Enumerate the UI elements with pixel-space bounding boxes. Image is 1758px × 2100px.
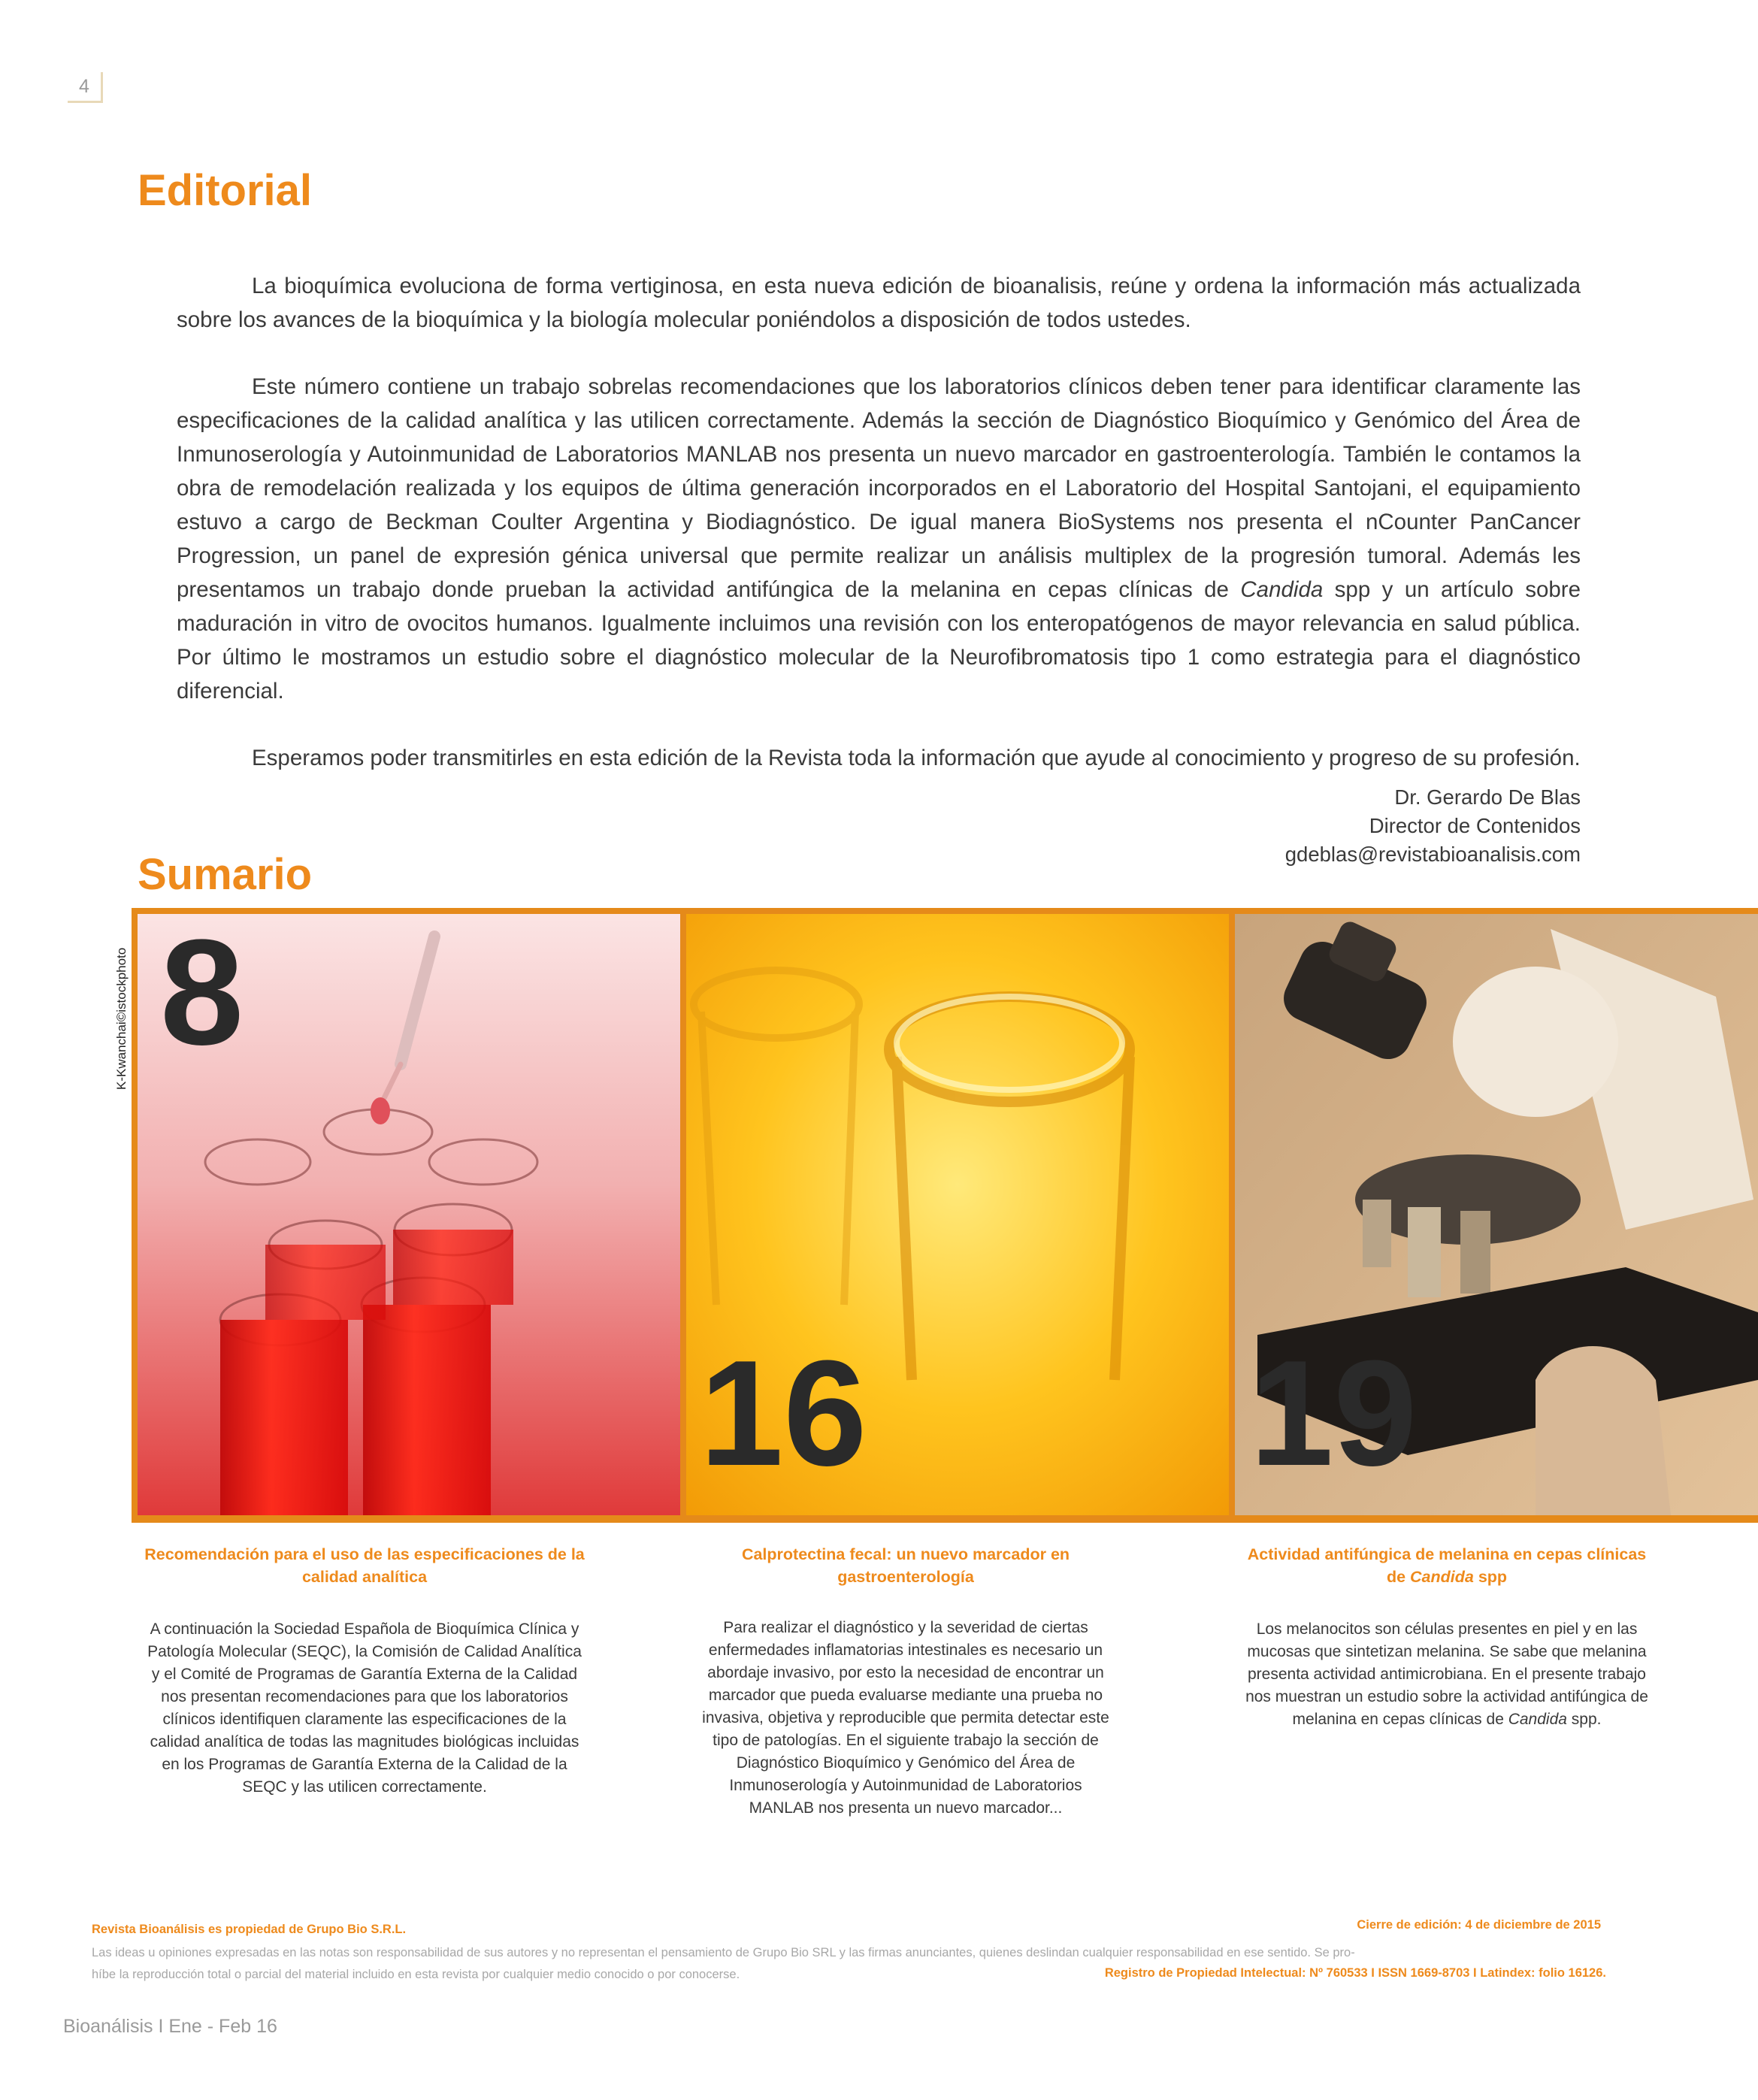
magazine-footer: Bioanálisis I Ene - Feb 16: [63, 2016, 277, 2037]
editorial-paragraph-3: Esperamos poder transmitirles en esta edición de la Revista toda la información que ayude al conocimiento y progreso de su profesión.: [252, 746, 1581, 770]
photo-microscope-sepia: [1235, 914, 1758, 1515]
article-2-title[interactable]: Calprotectina fecal: un nuevo marcador en gastroenterología: [741, 1545, 1070, 1586]
footer-registry: Registro de Propiedad Intelectual: Nº 760533 I ISSN 1669-8703 I Latindex: folio 16126.: [1104, 1966, 1606, 1980]
photo-credit: K-Kwanchai©istockphoto: [114, 947, 129, 1090]
page-number: 4: [68, 72, 103, 103]
footer-disclaimer-line-1: Las ideas u opiniones expresadas en las notas son responsabilidad de sus autores y no representan el pensamiento de Grupo Bio SRL y las firmas anunciantes, quienes deslindan cualquier responsabilidad en ese sentido. Se pro-: [92, 1946, 1355, 1959]
article-2-summary: Para realizar el diagnóstico y la severidad de ciertas enfermedades inflamatorias intestinales es necesario un abordaje invasivo, por esto la necesidad de encontrar un marcador que pueda evaluarse mediante una prueba no invasiva, objetiva y reproducible que permita detectar este tipo de patologías. En el siguiente trabajo la sección de Diagnóstico Bioquímico y Genómico del Área de Inmunoserología y Autoinmunidad de Laboratorios MANLAB nos presenta un nuevo marcador...: [702, 1619, 1109, 1817]
editorial-paragraph-2: Este número contiene un trabajo sobrelas recomendaciones que los laboratorios clínicos deben tener para identificar claramente las especificaciones de la calidad analítica y las utilicen correctamente. Además la sección de Diagnóstico Bioquímico y Genómico del Área de Inmunoserología y Autoinmunidad de Laboratorios MANLAB nos presenta un nuevo marcador en gastroenterología. También le contamos la obra de remodelación realizada y los equipos de última generación incorporados en el Laboratorio del Hospital Santojani, el equipamiento estuvo a cargo de Beckman Coulter Argentina y Biodiagnóstico. De igual manera BioSystems nos presenta el nCounter PanCancer Progression, un panel de expresión génica universal que permite realizar un análisis multiplex de la progresión tumoral. Además les presentamos un trabajo donde prueban la actividad antifúngica de la melanina en cepas clínicas de Candida spp y un artículo sobre maduración in vitro de ovocitos humanos. Igualmente incluimos una revisión con los enteropatógenos de mayor relevancia en salud pública. Por último le mostramos un estudio sobre el diagnóstico molecular de la Neurofibromatosis tipo 1 como estrategia para el diagnóstico diferencial.: [177, 374, 1581, 704]
article-3[interactable]: [1244, 1543, 1650, 1731]
editorial-heading: Editorial: [138, 166, 313, 215]
article-1[interactable]: [139, 1543, 590, 1799]
editorial-signature: [1285, 783, 1581, 869]
photo-glassware-yellow: [686, 914, 1229, 1515]
photo-strip: [132, 908, 1758, 1523]
article-3-title[interactable]: Actividad antifúngica de melanina en cepas clínicas de Candida spp: [1247, 1545, 1647, 1586]
footer-owner: Revista Bioanálisis es propiedad de Grupo Bio S.R.L.: [92, 1923, 407, 1936]
signature-name: Dr. Gerardo De Blas: [1394, 785, 1581, 809]
article-3-summary: Los melanocitos son células presentes en piel y en las mucosas que sintetizan melanina. Se sabe que melanina presenta actividad antimicrobiana. En el presente trabajo nos muestran un estudio sobre la actividad antifúngica de melanina en cepas clínicas de Candida spp.: [1245, 1620, 1648, 1728]
signature-email: gdeblas@revistabioanalisis.com: [1284, 843, 1581, 866]
footer-disclaimer-line-2: híbe la reproducción total o parcial del material incluido en esta revista por cualquier medio conocido o por conocerse.: [92, 1968, 740, 1981]
article-1-title[interactable]: Recomendación para el uso de las especificaciones de la calidad analítica: [144, 1545, 585, 1586]
article-2-page-number: 16: [700, 1330, 867, 1497]
article-2[interactable]: [695, 1543, 1116, 1820]
photo-test-tubes-red: [138, 914, 680, 1515]
editorial-paragraph-1: La bioquímica evoluciona de forma vertiginosa, en esta nueva edición de bioanalisis, reúne y ordena la información más actualizada sobre los avances de la bioquímica y la biología molecular poniéndolos a disposición de todos ustedes.: [177, 274, 1581, 332]
footer-closing-date: Cierre de edición: 4 de diciembre de 2015: [1357, 1918, 1601, 1932]
sumario-heading: Sumario: [138, 850, 313, 899]
editorial-body: [177, 269, 1581, 808]
signature-role: Director de Contenidos: [1369, 814, 1581, 837]
article-3-page-number: 19: [1250, 1330, 1418, 1497]
article-1-page-number: 8: [160, 914, 244, 1076]
article-1-summary: A continuación la Sociedad Española de Bioquímica Clínica y Patología Molecular (SEQC), la Comisión de Calidad Analítica y el Comité de Programas de Garantía Externa de la Calidad nos presentan recomendaciones para que los laboratorios clínicos identifiquen claramente las especificaciones de la calidad analítica de todas las magnitudes biológicas incluidas en los Programas de Garantía Externa de la Calidad de la SEQC y las utilicen correctamente.: [147, 1620, 582, 1796]
